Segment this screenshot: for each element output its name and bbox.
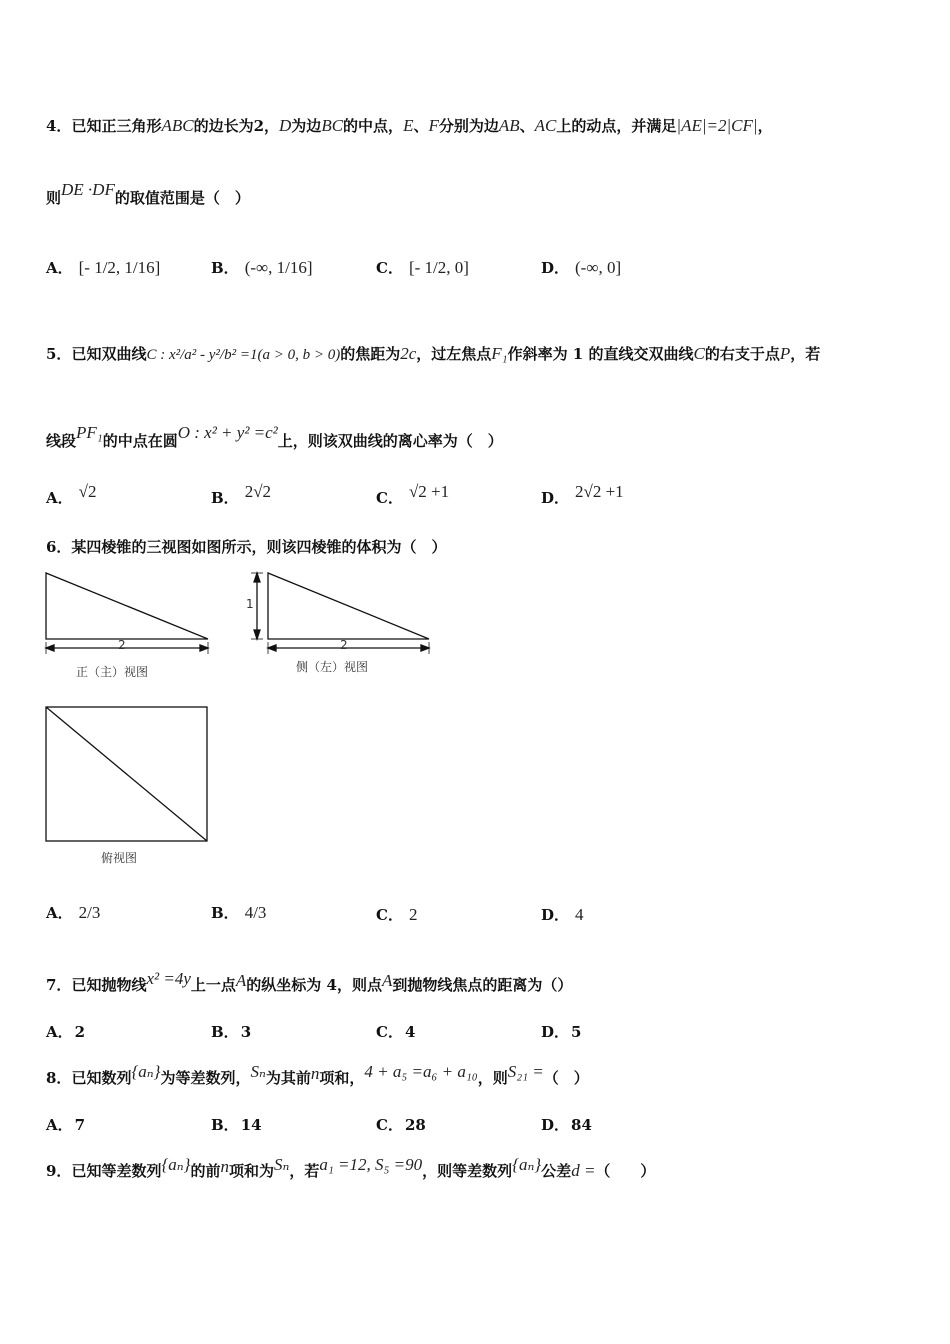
q8-option-b[interactable]: B． 14 (211, 1116, 262, 1134)
q8-option-a[interactable]: A． 7 (46, 1116, 86, 1134)
question-number: 4． (46, 117, 72, 135)
q8-option-d[interactable]: D． 84 (541, 1116, 592, 1134)
question-number: 8． (46, 1069, 72, 1087)
question-5-line-2: 线段PF₁的中点在圆O : x² + y² =c²上，则该双曲线的离心率为（ ） (46, 423, 503, 450)
top-view-caption: 俯视图 (101, 851, 138, 865)
front-view-caption: 正（主）视图 (76, 665, 149, 679)
question-9-line: 9．已知等差数列{aₙ}的前n项和为Sₙ，若a₁ =12, S₅ =90，则等差数列{aₙ}公差d =（ ） (46, 1155, 656, 1180)
q6-option-d[interactable]: D． 4 (541, 905, 584, 924)
question-number: 5． (46, 345, 72, 363)
q4-option-a[interactable]: A． [- 1/2, 1/16] (46, 258, 161, 277)
q4-option-c[interactable]: C． [- 1/2, 0] (376, 258, 469, 277)
q6-option-a[interactable]: A． 2/3 (46, 903, 101, 922)
q7-option-b[interactable]: B． 3 (211, 1023, 252, 1041)
q4-option-d[interactable]: D． (-∞, 0] (541, 258, 622, 277)
q7-option-a[interactable]: A． 2 (46, 1023, 86, 1041)
side-view-caption: 侧（左）视图 (296, 660, 369, 674)
question-5-line-1: 5．已知双曲线C : x²/a² - y²/b² =1(a > 0, b > 0)的焦距为2c，过左焦点F₁作斜率为 1 的直线交双曲线C的右支于点P，若 (46, 344, 821, 363)
q8-option-c[interactable]: C． 28 (376, 1116, 426, 1134)
question-number: 7． (46, 976, 72, 994)
front-view-width-label: 2 (118, 638, 126, 652)
question-8-line: 8．已知数列{aₙ}为等差数列，Sₙ为其前n项和，4 + a₅ =a₆ + a₁₀，则S₂₁ =（ ） (46, 1062, 589, 1087)
question-4-line-1: 4．已知正三角形ABC的边长为2，D为边BC的中点，E、F分别为边AB、AC上的动点，并满足|AE|=2|CF|， (46, 116, 773, 135)
top-view (46, 707, 207, 841)
q6-option-c[interactable]: C． 2 (376, 905, 418, 924)
side-view-height-label: 1 (246, 597, 254, 611)
q5-option-a[interactable]: A． √2 (46, 482, 97, 507)
q4-option-b[interactable]: B． (-∞, 1/16] (211, 258, 313, 277)
q7-option-d[interactable]: D． 5 (541, 1023, 582, 1041)
question-7-line: 7．已知抛物线x² =4y上一点A的纵坐标为 4，则点A到抛物线焦点的距离为（） (46, 969, 573, 994)
question-6-text: 6．某四棱锥的三视图如图所示，则该四棱锥的体积为（ ） (46, 538, 447, 556)
question-4-line-2: 则DE ·DF的取值范围是（ ） (46, 180, 250, 207)
question-number: 9． (46, 1162, 72, 1180)
side-view-width-label: 2 (340, 638, 348, 652)
q5-option-b[interactable]: B． 2√2 (211, 482, 272, 507)
q5-option-c[interactable]: C． √2 +1 (376, 482, 450, 507)
front-view (46, 573, 208, 654)
q6-option-b[interactable]: B． 4/3 (211, 903, 267, 922)
q5-option-d[interactable]: D． 2√2 +1 (541, 482, 624, 507)
q7-option-c[interactable]: C． 4 (376, 1023, 416, 1041)
